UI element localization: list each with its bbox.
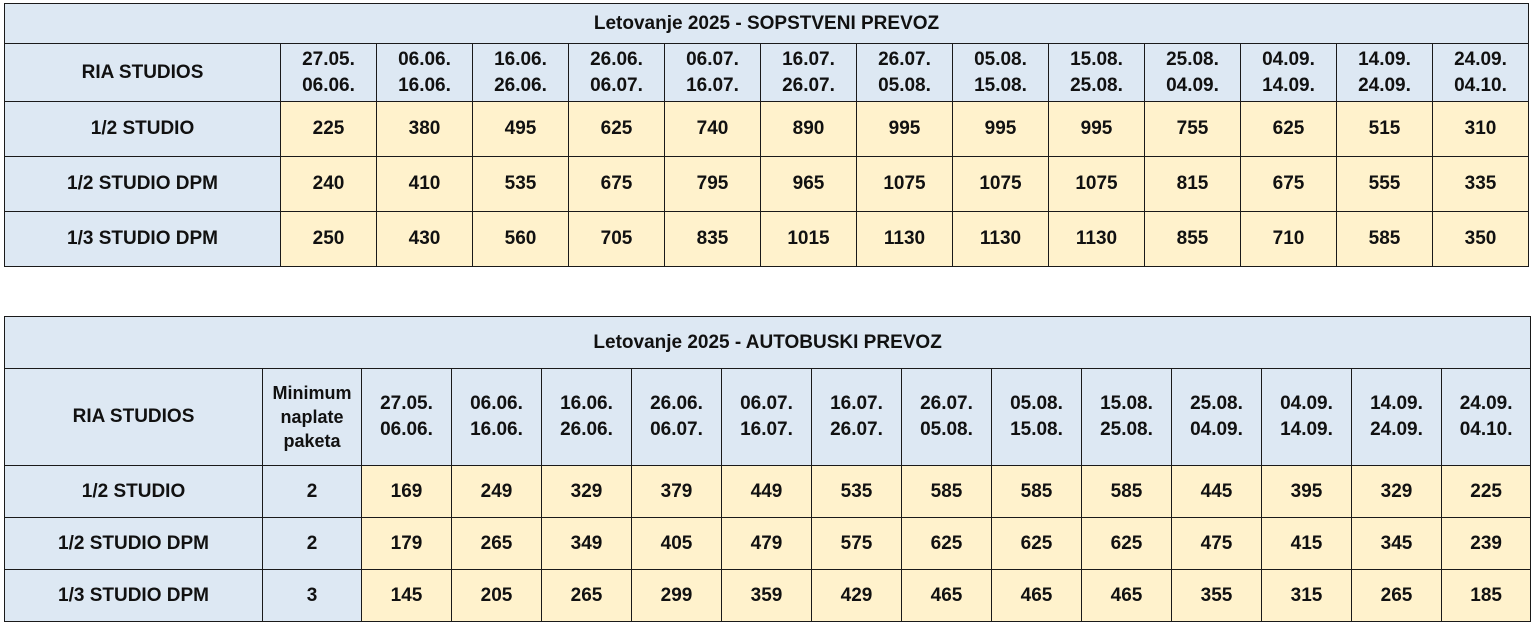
price-cell: 225 [281, 102, 377, 157]
price-cell: 755 [1145, 102, 1241, 157]
room-type-label: 1/3 STUDIO DPM [5, 570, 263, 622]
price-cell: 445 [1172, 466, 1262, 518]
row-header-label: RIA STUDIOS [5, 369, 263, 466]
period-header: 27.05. 06.06. [362, 369, 452, 466]
price-cell: 379 [632, 466, 722, 518]
price-cell: 625 [992, 518, 1082, 570]
price-cell: 239 [1442, 518, 1531, 570]
price-cell: 465 [1082, 570, 1172, 622]
price-cell: 405 [632, 518, 722, 570]
price-cell: 835 [665, 212, 761, 267]
price-cell: 249 [452, 466, 542, 518]
period-header: 26.07. 05.08. [857, 44, 953, 102]
price-cell: 265 [1352, 570, 1442, 622]
price-cell: 465 [992, 570, 1082, 622]
price-cell: 479 [722, 518, 812, 570]
room-type-label: 1/2 STUDIO [5, 102, 281, 157]
period-header: 26.06. 06.07. [632, 369, 722, 466]
period-header: 26.06. 06.07. [569, 44, 665, 102]
period-header: 15.08. 25.08. [1049, 44, 1145, 102]
price-cell: 1075 [953, 157, 1049, 212]
price-cell: 145 [362, 570, 452, 622]
table-row [5, 102, 1529, 157]
price-cell: 315 [1262, 570, 1352, 622]
price-cell: 995 [953, 102, 1049, 157]
price-cell: 430 [377, 212, 473, 267]
price-cell: 890 [761, 102, 857, 157]
price-cell: 710 [1241, 212, 1337, 267]
row-header-label: RIA STUDIOS [5, 44, 281, 102]
price-cell: 855 [1145, 212, 1241, 267]
price-cell: 179 [362, 518, 452, 570]
price-cell: 310 [1433, 102, 1529, 157]
price-cell: 329 [1352, 466, 1442, 518]
price-cell: 555 [1337, 157, 1433, 212]
price-table-own-transport [4, 3, 1529, 267]
period-header: 14.09. 24.09. [1337, 44, 1433, 102]
table-title: Letovanje 2025 - AUTOBUSKI PREVOZ [5, 317, 1531, 369]
price-cell: 705 [569, 212, 665, 267]
price-cell: 1130 [953, 212, 1049, 267]
price-cell: 795 [665, 157, 761, 212]
period-header: 24.09. 04.10. [1442, 369, 1531, 466]
price-cell: 585 [1337, 212, 1433, 267]
price-cell: 675 [569, 157, 665, 212]
price-cell: 225 [1442, 466, 1531, 518]
price-cell: 625 [1241, 102, 1337, 157]
price-cell: 585 [1082, 466, 1172, 518]
period-header: 06.07. 16.07. [665, 44, 761, 102]
period-header: 06.07. 16.07. [722, 369, 812, 466]
price-cell: 965 [761, 157, 857, 212]
price-cell: 169 [362, 466, 452, 518]
table-row [5, 466, 1531, 518]
minimum-payment-cell: 3 [263, 570, 362, 622]
price-cell: 349 [542, 518, 632, 570]
period-header: 16.07. 26.07. [761, 44, 857, 102]
period-header: 04.09. 14.09. [1241, 44, 1337, 102]
price-cell: 250 [281, 212, 377, 267]
period-header: 14.09. 24.09. [1352, 369, 1442, 466]
price-cell: 335 [1433, 157, 1529, 212]
price-cell: 475 [1172, 518, 1262, 570]
price-cell: 449 [722, 466, 812, 518]
price-cell: 995 [857, 102, 953, 157]
price-cell: 205 [452, 570, 542, 622]
period-header: 04.09. 14.09. [1262, 369, 1352, 466]
price-cell: 585 [902, 466, 992, 518]
price-cell: 495 [473, 102, 569, 157]
price-cell: 560 [473, 212, 569, 267]
table-row [5, 518, 1531, 570]
room-type-label: 1/2 STUDIO DPM [5, 518, 263, 570]
price-cell: 350 [1433, 212, 1529, 267]
price-cell: 329 [542, 466, 632, 518]
price-cell: 1015 [761, 212, 857, 267]
price-cell: 265 [542, 570, 632, 622]
price-cell: 995 [1049, 102, 1145, 157]
price-cell: 355 [1172, 570, 1262, 622]
period-header: 06.06. 16.06. [452, 369, 542, 466]
price-cell: 675 [1241, 157, 1337, 212]
period-header: 15.08. 25.08. [1082, 369, 1172, 466]
price-cell: 1130 [1049, 212, 1145, 267]
period-header: 25.08. 04.09. [1172, 369, 1262, 466]
period-header: 06.06. 16.06. [377, 44, 473, 102]
price-cell: 415 [1262, 518, 1352, 570]
period-header: 05.08. 15.08. [992, 369, 1082, 466]
minimum-payment-cell: 2 [263, 518, 362, 570]
room-type-label: 1/2 STUDIO DPM [5, 157, 281, 212]
period-header: 25.08. 04.09. [1145, 44, 1241, 102]
price-cell: 535 [812, 466, 902, 518]
period-header: 27.05. 06.06. [281, 44, 377, 102]
price-table-bus-transport [4, 316, 1531, 622]
price-cell: 410 [377, 157, 473, 212]
price-cell: 585 [992, 466, 1082, 518]
minimum-payment-cell: 2 [263, 466, 362, 518]
room-type-label: 1/3 STUDIO DPM [5, 212, 281, 267]
table-row [5, 157, 1529, 212]
table-title: Letovanje 2025 - SOPSTVENI PREVOZ [5, 4, 1529, 44]
table-row [5, 212, 1529, 267]
period-header: 26.07. 05.08. [902, 369, 992, 466]
price-cell: 625 [1082, 518, 1172, 570]
table-row [5, 570, 1531, 622]
price-cell: 265 [452, 518, 542, 570]
price-cell: 299 [632, 570, 722, 622]
price-cell: 429 [812, 570, 902, 622]
period-header: 16.07. 26.07. [812, 369, 902, 466]
period-header: 16.06. 26.06. [473, 44, 569, 102]
room-type-label: 1/2 STUDIO [5, 466, 263, 518]
price-cell: 1130 [857, 212, 953, 267]
price-cell: 380 [377, 102, 473, 157]
price-cell: 240 [281, 157, 377, 212]
price-cell: 359 [722, 570, 812, 622]
price-cell: 625 [569, 102, 665, 157]
price-cell: 740 [665, 102, 761, 157]
price-cell: 395 [1262, 466, 1352, 518]
price-cell: 345 [1352, 518, 1442, 570]
price-cell: 535 [473, 157, 569, 212]
period-header: 16.06. 26.06. [542, 369, 632, 466]
price-cell: 815 [1145, 157, 1241, 212]
price-cell: 1075 [857, 157, 953, 212]
price-cell: 515 [1337, 102, 1433, 157]
period-header: 24.09. 04.10. [1433, 44, 1529, 102]
price-cell: 575 [812, 518, 902, 570]
period-header: 05.08. 15.08. [953, 44, 1049, 102]
price-cell: 1075 [1049, 157, 1145, 212]
price-cell: 625 [902, 518, 992, 570]
price-cell: 465 [902, 570, 992, 622]
price-cell: 185 [1442, 570, 1531, 622]
minimum-payment-header: Minimum naplate paketa [263, 369, 362, 466]
